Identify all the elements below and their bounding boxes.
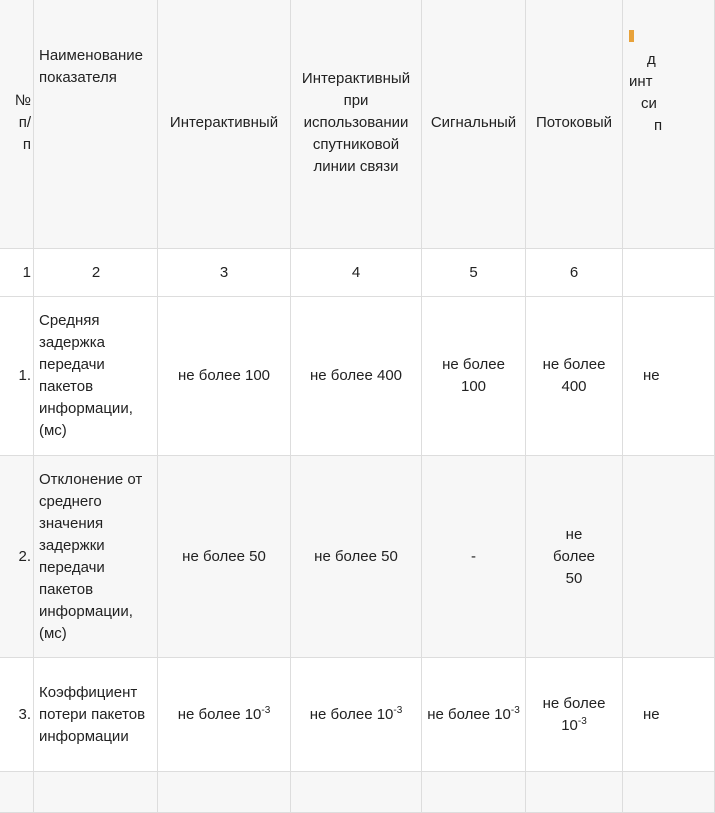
- column-number: 3: [158, 249, 291, 297]
- value-text: не более 10: [427, 705, 511, 723]
- value-interactive: [158, 658, 291, 772]
- header-indicator-name: Наименование показателя: [34, 0, 158, 249]
- value-exponent: -3: [393, 704, 403, 716]
- column-number: [623, 249, 715, 297]
- header-streaming: Потоковый: [526, 0, 623, 249]
- value-interactive: не более 50: [158, 456, 291, 658]
- indicator-name: Коэффициент потери пакетов информации: [34, 658, 158, 772]
- header-truncated-line: си: [641, 95, 657, 112]
- header-signal: Сигнальный: [422, 0, 526, 249]
- indicator-name: [34, 772, 158, 813]
- value-exponent: -3: [577, 715, 587, 727]
- indicator-name: Средняя задержка передачи пакетов информации, (мс): [34, 297, 158, 456]
- column-number: 2: [34, 249, 158, 297]
- header-truncated-line: д: [647, 51, 656, 68]
- column-number-row: [0, 249, 715, 297]
- table-header-row: [0, 0, 715, 249]
- value-truncated: не: [623, 658, 715, 772]
- header-interactive: Интерактивный: [158, 0, 291, 249]
- accent-mark: [629, 30, 634, 42]
- value-text: не более 10: [309, 705, 394, 723]
- column-number: 4: [291, 249, 422, 297]
- row-number: 2.: [0, 456, 34, 658]
- table-row: [0, 772, 715, 813]
- table-row: [0, 297, 715, 456]
- row-number: [0, 772, 34, 813]
- value-interactive: не более 100: [158, 297, 291, 456]
- table-row: [0, 456, 715, 658]
- value-exponent: -3: [261, 704, 271, 716]
- value-streaming: [526, 658, 623, 772]
- column-number: 5: [422, 249, 526, 297]
- value-signal: [422, 658, 526, 772]
- value-truncated: [623, 456, 715, 658]
- table-row: [0, 658, 715, 772]
- value-interactive-satellite: не более 400: [291, 297, 422, 456]
- value-streaming: не более 50: [526, 456, 623, 658]
- value-signal: не более 100: [422, 297, 526, 456]
- value-text: не более 10: [177, 705, 262, 723]
- header-number-line: п/: [18, 113, 31, 131]
- header-truncated-column: [623, 0, 715, 249]
- value-exponent: -3: [510, 704, 520, 716]
- header-truncated-line: п: [654, 117, 663, 134]
- value-interactive-satellite: [291, 658, 422, 772]
- column-number: 6: [526, 249, 623, 297]
- table-cell: [291, 772, 422, 813]
- value-signal: -: [422, 456, 526, 658]
- header-number-line: №: [14, 91, 31, 109]
- table-cell: [422, 772, 526, 813]
- table-cell: [158, 772, 291, 813]
- value-truncated: не: [623, 297, 715, 456]
- table-cell: [526, 772, 623, 813]
- table-cell: [623, 772, 715, 813]
- value-interactive-satellite: не более 50: [291, 456, 422, 658]
- column-number: 1: [0, 249, 34, 297]
- header-number-line: п: [22, 135, 31, 153]
- indicator-name: Отклонение от среднего значения задержки передачи пакетов информации, (мс): [34, 456, 158, 658]
- header-interactive-satellite: Интерактивный при использовании спутниковой линии связи: [291, 0, 422, 249]
- row-number: 1.: [0, 297, 34, 456]
- header-number: [0, 0, 34, 249]
- header-truncated-line: инт: [629, 73, 653, 90]
- value-text: не более 10: [542, 694, 606, 734]
- row-number: 3.: [0, 658, 34, 772]
- value-streaming: не более 400: [526, 297, 623, 456]
